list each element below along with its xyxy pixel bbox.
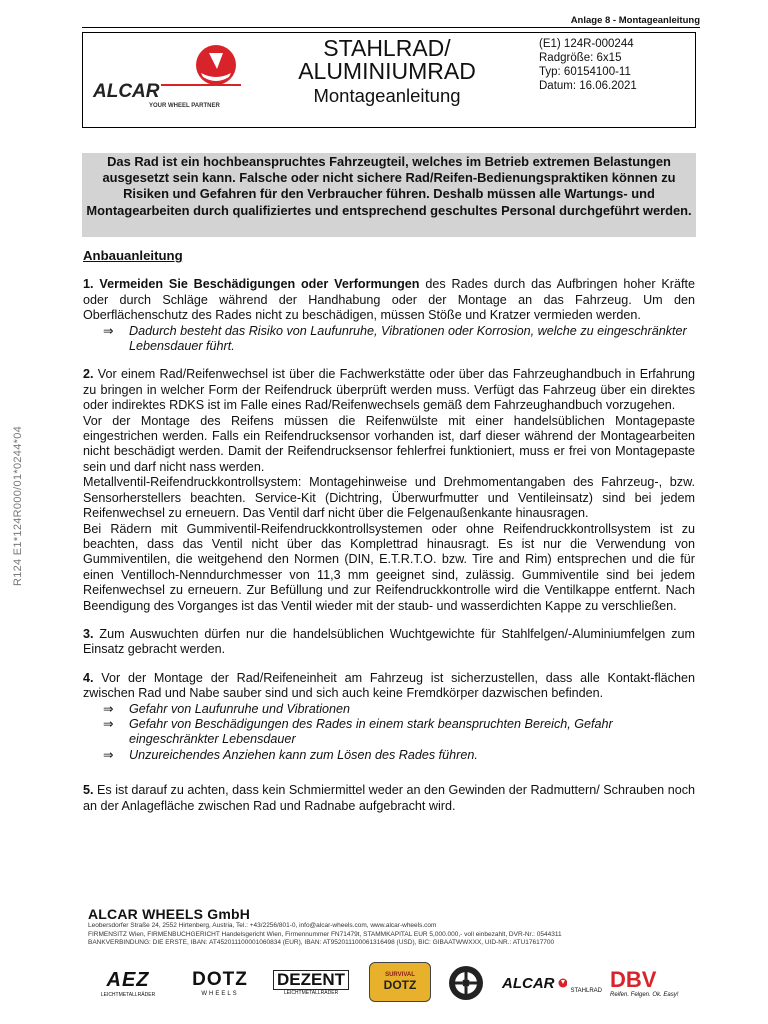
step-4-consequence-1: ⇒ Gefahr von Laufunruhe und Vibrationen [103, 701, 351, 716]
step-4-consequence-2: ⇒ Gefahr von Beschädigungen des Rades in einem stark beanspruchten Bereich, Gefahr eingeschränkter Lebensdauer [103, 716, 613, 747]
meta-approval: (E1) 124R-000244 [539, 38, 634, 50]
arrow-icon: ⇒ [103, 716, 114, 731]
step-2 [83, 367, 695, 413]
step-1 [83, 277, 695, 323]
company-footer [88, 906, 696, 948]
footer-company: ALCAR WHEELS GmbH [88, 906, 251, 922]
arrow-icon: ⇒ [103, 747, 114, 762]
step-1-text: des Rades durch das Aufbringen hoher Kräfte oder durch Schläge während der Handhabung oder der Montage an das Fahrzeug. Um den Oberflächenschutz des Rades nicht zu beschädigen, müssen Stöße und Kratzer vermieden werden. [83, 277, 695, 323]
alcar-logo [91, 43, 241, 123]
logo-wordmark: ALCAR [93, 81, 160, 102]
footer-address: Leobersdorfer Straße 24, 2552 Hirtenberg, Austria, Tel.: +43/2256/801-0, info@alcar-wheels.com, www.alcar-wheels.com [88, 922, 437, 929]
survival-dotz-logo: SURVIVAL DOTZ [368, 962, 432, 1002]
step-1-bold: Vermeiden Sie Beschädigungen oder Verformungen [99, 277, 420, 292]
meta-size: Radgröße: 6x15 [539, 52, 622, 64]
meta-type: Typ: 60154100-11 [539, 66, 631, 78]
step-3 [83, 627, 695, 658]
step-1-consequence: ⇒ Dadurch besteht das Risiko von Laufunruhe, Vibrationen oder Korrosion, welche zu eingeschränkter Lebensdauer führt. [103, 323, 687, 354]
document-title [279, 37, 495, 109]
top-rule [82, 27, 700, 28]
attachment-label: Anlage 8 - Montageanleitung [570, 15, 700, 26]
step-4-number: 4. [83, 670, 94, 685]
title-line-3: Montageanleitung [313, 85, 461, 106]
wheel-icon [440, 964, 492, 1002]
safety-warning-box: Das Rad ist ein hochbeanspruchtes Fahrzeugteil, welches im Betrieb extremen Belastungen ausgesetzt sein kann. Falsche oder nicht sichere Rad/Reifen-Bedienungspraktiken können zu Risiken und Gefahren für den Verbraucher führen. Deshalb müssen alle Wartungs- und Montagearbeiten durch qualifiziertes und entsprechend geschultes Personal durchgeführt werden. [82, 153, 696, 237]
footer-bank: BANKVERBINDUNG: DIE ERSTE, IBAN: AT452011100001060834 (EUR), IBAN: AT952011100061316498 (USD), BIC: GIBAATWWXXX, UID-NR.: ATU17617700 [88, 939, 555, 946]
dbv-logo: DBV Reifen. Felgen. Ok. Easy! [610, 967, 679, 998]
step-3-text: Zum Auswuchten dürfen nur die handelsüblichen Wuchtgewichte für Stahlfelgen/-Aluminiumfelgen zum Einsatz gebracht werden. [83, 626, 695, 657]
step-2-paragraph-4: Bei Rädern mit Gummiventil-Reifendruckkontrollsystemen oder ohne Reifendruckkontrollsystem ist zu beachten, dass das Ventil nicht über das Komplettrad hinausragt. Es ist nur die Verwendung von Gummiventilen, die weitgehend den Normen (DIN, E.T.R.T.O. bzw. Tire and Rim) entsprechen und die für einen Ventilloch-Nenndurchmesser von 11,3 mm geeignet sind, zulässig. Gummiventile sind bei jedem Reifenwechsel zu erneuern. Zur Befüllung und zur Reifendruckkontrolle wird die Ventilkappe entfernt. Nach Beendigung des Vorganges ist das Ventil wieder mit der staub- und wasserdichten Kappe zu verschließen. [83, 521, 695, 613]
section-heading: Anbauanleitung [83, 248, 183, 263]
step-2-paragraph-3: Metallventil-Reifendruckkontrollsystem: Montagehinweise und Drehmomentangaben des Fahrzeug-, bzw. Sensorherstellers beachten. Service-Kit (Dichtring, Überwurfmutter und Ventileinsatz) sind bei jedem Reifenwechsel zu erneuern. Das Ventil darf nicht über die Felgenaußenkante hinausragen. [83, 475, 695, 521]
meta-date: Datum: 16.06.2021 [539, 80, 637, 92]
side-approval-code: R124 E1*124R000/01*0244*04 [12, 425, 25, 587]
arrow-icon: ⇒ [103, 701, 114, 716]
step-4-text: Vor der Montage der Rad/Reifeneinheit am Fahrzeug ist sicherzustellen, dass alle Kontakt-flächen zwischen Rad und Nabe sauber sind und sich auch keine Fremdkörper dazwischen befinden. [83, 670, 695, 701]
dezent-logo: DEZENT LEICHTMETALLRÄDER [268, 966, 354, 1000]
step-5 [83, 783, 695, 814]
step-2-text: Vor einem Rad/Reifenwechsel ist über die Fachwerkstätte oder über das Fahrzeughandbuch in Erfahrung zu bringen in welcher Form der Reifendruck überprüft werden muss. Verfügt das Fahrzeug über ein direktes oder indirektes RDKS ist im Falle eines Rad/Reifenwechsels gemäß dem Fahrzeughandbuch vorzugehen. [83, 367, 695, 413]
arrow-icon: ⇒ [103, 323, 114, 338]
step-1-number: 1. [83, 277, 94, 292]
brand-logos [88, 962, 696, 1004]
aez-logo: AEZ LEICHTMETALLRÄDER [100, 968, 156, 998]
dotz-logo: DOTZ WHEELS [192, 969, 248, 997]
step-5-text: Es ist darauf zu achten, dass kein Schmiermittel weder an den Gewinden der Radmuttern/ Schrauben noch an der Anlagefläche zwischen Rad und Radnabe aufgebracht wird. [83, 783, 695, 813]
document-header [82, 32, 696, 128]
step-3-number: 3. [83, 626, 94, 641]
logo-tagline: YOUR WHEEL PARTNER [149, 103, 220, 109]
title-line-2: ALUMINIUMRAD [298, 58, 476, 84]
step-4-consequence-3: ⇒ Unzureichendes Anziehen kann zum Lösen des Rades führen. [103, 747, 478, 762]
instructions [83, 248, 695, 814]
footer-registration: FIRMENSITZ Wien, FIRMENBUCHGERICHT Handelsgericht Wien, Firmennummer FN71479t, STAMMKAPITAL EUR 5,000.000,- voll einbezahlt, DVR-Nr.: 0544311 [88, 930, 562, 938]
document-meta [539, 37, 637, 93]
step-5-number: 5. [83, 783, 94, 798]
step-2-number: 2. [83, 367, 94, 382]
alcar-stahlrad-logo: ALCAR STAHLRAD [502, 974, 602, 994]
title-line-1: STAHLRAD/ [323, 35, 451, 61]
step-2-paragraph-2: Vor der Montage des Reifens müssen die Reifenwülste mit einer handelsüblichen Montagepaste eingestrichen werden. Falls ein Reifendrucksensor vorhanden ist, darf dieser während der Montagearbeiten nicht beschädigt werden. Damit der Reifendrucksensor fehlerfrei funktioniert, muss er frei von Montagepaste sein und darf nicht nass werden. [83, 413, 695, 474]
step-4 [83, 671, 695, 702]
